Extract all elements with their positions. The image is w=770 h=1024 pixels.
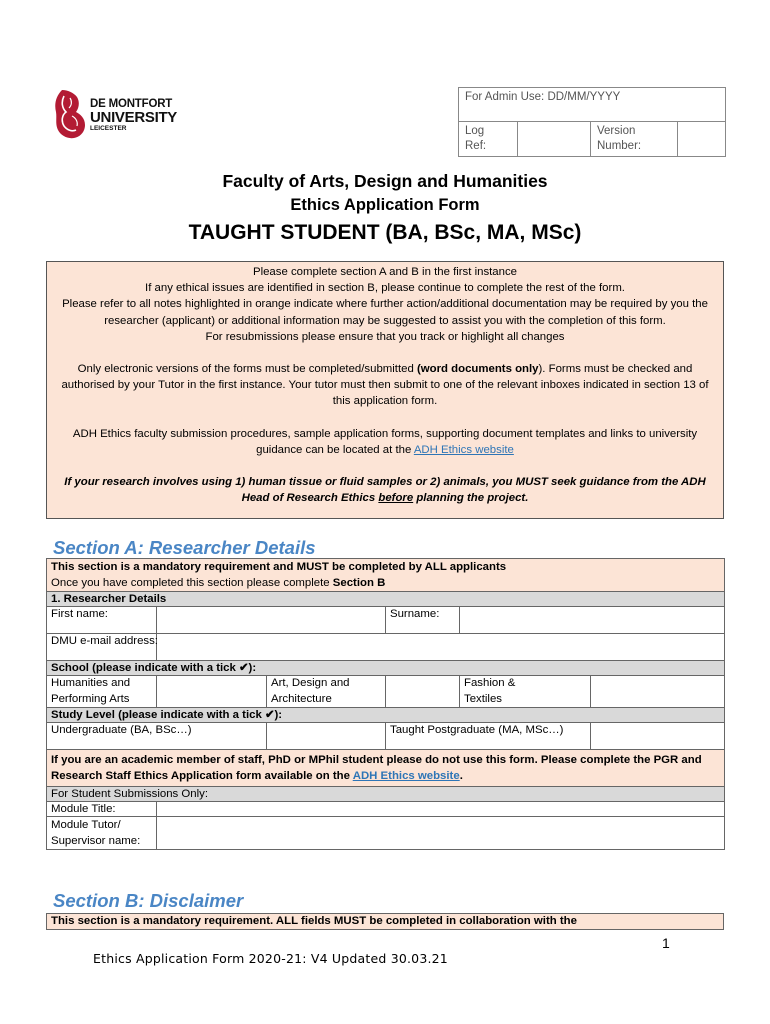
surname-label: Surname: — [386, 607, 460, 634]
electronic-forms-note — [61, 361, 709, 410]
warning-before: before — [378, 492, 414, 505]
school-header: School (please indicate with a tick ✔): — [47, 661, 725, 676]
adh-ethics-website-link[interactable]: ADH Ethics website — [413, 443, 514, 456]
postgraduate-tick[interactable] — [591, 723, 725, 750]
study-level-header: Study Level (please indicate with a tick ✔): — [47, 708, 725, 723]
student-submissions-header: For Student Submissions Only: — [47, 787, 725, 802]
taught-student-title: TAUGHT STUDENT (BA, BSc, MA, MSc) — [188, 221, 582, 244]
once-completed-start: Once you have completed this section please complete — [51, 577, 333, 589]
section-a-heading: Section A: Researcher Details — [53, 537, 316, 558]
version-label-line2: Number: — [597, 140, 642, 152]
school-option-art-design — [267, 676, 386, 708]
page-number: 1 — [662, 935, 670, 951]
section-a-mandatory-note — [47, 559, 725, 592]
school-art-design-tick[interactable] — [386, 676, 460, 708]
university-logo — [52, 88, 192, 140]
surname-field[interactable] — [460, 607, 725, 634]
instruction-line: Please refer to all notes highlighted in orange indicate where further action/additional documentation may be required by you the researcher (applicant) or additional information may be suggested to assist you with the completion of this form. — [62, 298, 708, 327]
email-field[interactable] — [157, 634, 725, 661]
once-completed-text — [51, 575, 720, 591]
instruction-line: If any ethical issues are identified in section B, please continue to complete the rest of the form. — [145, 282, 625, 295]
module-tutor-field[interactable] — [157, 817, 725, 850]
electronic-forms-text: Only electronic versions of the forms must be completed/submitted — [77, 363, 417, 376]
footer-text: Ethics Application Form 2020-21: V4 Updated 30.03.21 — [93, 951, 448, 966]
version-number-label — [591, 122, 678, 157]
logo-text-leicester: LEICESTER — [90, 125, 127, 132]
school-option-fashion — [460, 676, 591, 708]
school-humanities-tick[interactable] — [157, 676, 267, 708]
human-tissue-warning — [61, 474, 709, 506]
section-b-ref: Section B — [332, 577, 386, 589]
warning-text-end: planning the project. — [413, 492, 529, 505]
staff-adh-ethics-link[interactable]: ADH Ethics website — [352, 770, 460, 782]
version-number-field[interactable] — [678, 122, 726, 157]
admin-use-table — [458, 87, 726, 157]
instruction-line: For resubmissions please ensure that you track or highlight all changes — [205, 330, 565, 343]
module-title-label: Module Title: — [47, 802, 157, 817]
procedures-note — [61, 426, 709, 458]
staff-note — [47, 750, 725, 787]
module-title-field[interactable] — [157, 802, 725, 817]
school-3-line1: Fashion & — [464, 677, 516, 689]
first-name-label: First name: — [47, 607, 157, 634]
first-name-field[interactable] — [157, 607, 386, 634]
school-fashion-tick[interactable] — [591, 676, 725, 708]
log-ref-label-line1: Log — [465, 125, 485, 137]
procedures-text: ADH Ethics faculty submission procedures, sample application forms, supporting document templates and links to university guidance can be located at the — [72, 427, 698, 456]
module-tutor-line2: Supervisor name: — [51, 835, 141, 847]
form-title: Ethics Application Form — [290, 196, 480, 214]
undergraduate-label: Undergraduate (BA, BSc…) — [47, 723, 267, 750]
section-b-heading: Section B: Disclaimer — [53, 890, 244, 911]
module-tutor-line1: Module Tutor/ — [51, 819, 121, 831]
logo-text-university: UNIVERSITY — [90, 109, 178, 126]
school-option-humanities — [47, 676, 157, 708]
researcher-details-header: 1. Researcher Details — [47, 592, 725, 607]
section-b-mandatory-note: This section is a mandatory requirement. ALL fields MUST be completed in collaboration with the — [46, 913, 724, 930]
staff-note-text: If you are an academic member of staff, PhD or MPhil student please do not use this form. Please complete the PGR and Research Staff Ethics Application form available on the — [51, 754, 702, 782]
email-label: DMU e-mail address: — [47, 634, 157, 661]
instructions-box — [46, 261, 724, 519]
logo-text-de-montfort: DE MONTFORT — [90, 98, 173, 110]
staff-note-end: . — [459, 770, 463, 782]
instruction-line: Please complete section A and B in the first instance — [252, 266, 518, 278]
postgraduate-label: Taught Postgraduate (MA, MSc…) — [386, 723, 591, 750]
mandatory-text: This section is a mandatory requirement and MUST be completed by ALL applicants — [51, 561, 507, 573]
school-2-line2: Architecture — [271, 692, 332, 705]
school-3-line2: Textiles — [464, 692, 502, 705]
school-1-line2: Performing Arts — [51, 692, 130, 705]
log-ref-label — [459, 122, 518, 157]
griffin-crest-icon — [52, 88, 88, 140]
electronic-forms-text-end: ). Forms must be checked and authorised by your Tutor in the first instance. Your tutor must then submit to one of the relevant inboxes indicated in section 13 of this application form. — [61, 363, 709, 408]
version-label-line1: Version — [597, 125, 636, 137]
researcher-details-table — [46, 558, 725, 850]
admin-date-field[interactable]: For Admin Use: DD/MM/YYYY — [459, 88, 726, 122]
warning-text: If your research involves using 1) human tissue or fluid samples or 2) animals, you MUST seek guidance from the ADH Head of Research Ethics — [64, 476, 706, 505]
module-tutor-label — [47, 817, 157, 850]
log-ref-field[interactable] — [518, 122, 591, 157]
school-1-line1: Humanities and — [51, 677, 131, 689]
school-2-line1: Art, Design and — [271, 677, 350, 689]
undergraduate-tick[interactable] — [267, 723, 386, 750]
log-ref-label-line2: Ref: — [465, 140, 487, 152]
word-documents-only: (word documents only — [416, 363, 539, 376]
faculty-title: Faculty of Arts, Design and Humanities — [222, 171, 548, 191]
